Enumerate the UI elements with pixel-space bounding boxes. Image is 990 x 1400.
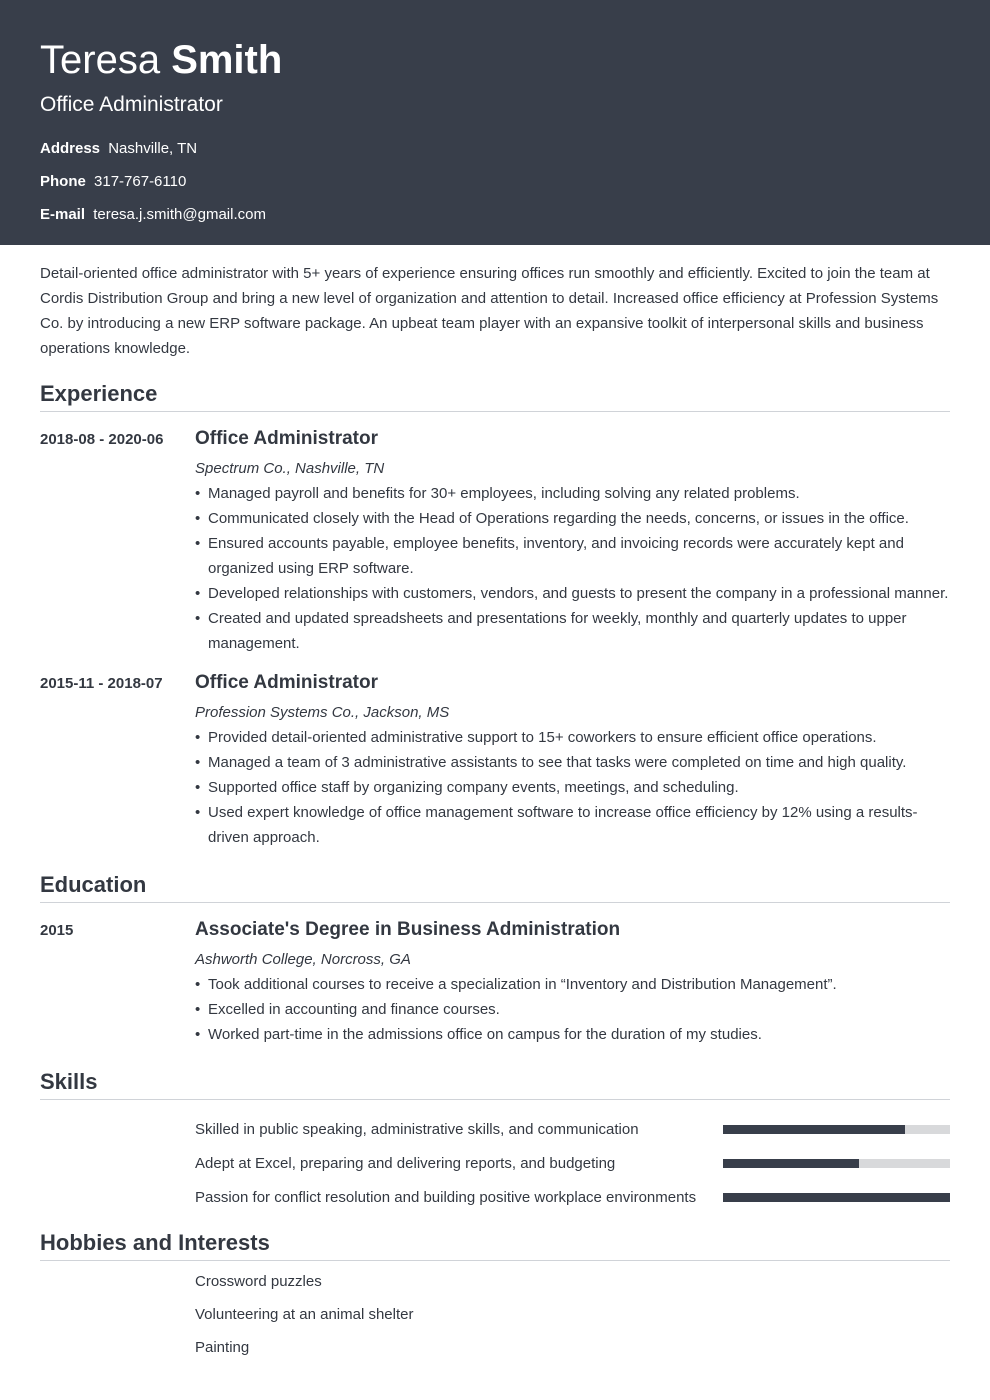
bullet-item: • Provided detail-oriented administrative support to 15+ coworkers to ensure efficient office operations. xyxy=(195,725,950,750)
hobbies-heading: Hobbies and Interests xyxy=(40,1230,950,1261)
entry-company: Spectrum Co., Nashville, TN xyxy=(195,460,385,477)
entry-bullets xyxy=(195,481,950,656)
bullet-item: • Ensured accounts payable, employee benefits, inventory, and invoicing records were accurately kept and organized using ERP software. xyxy=(195,531,950,581)
candidate-name xyxy=(40,36,950,84)
contact-label: E-mail xyxy=(40,206,86,223)
skills-list xyxy=(195,1112,950,1214)
contact-address xyxy=(40,140,950,158)
entry-date: 2015-11 - 2018-07 xyxy=(40,675,163,692)
last-name: Smith xyxy=(171,38,283,82)
bullet-item: • Communicated closely with the Head of Operations regarding the needs, concerns, or issues in the office. xyxy=(195,506,950,531)
entry-title: Associate's Degree in Business Administration xyxy=(195,919,621,940)
bullet-item: • Managed payroll and benefits for 30+ employees, including solving any related problems. xyxy=(195,481,950,506)
hobby-item: Painting xyxy=(195,1339,250,1356)
job-role: Office Administrator xyxy=(40,93,223,116)
education-heading: Education xyxy=(40,872,950,903)
contact-label: Address xyxy=(40,140,101,157)
resume-body xyxy=(0,261,990,1357)
skill-level-bar xyxy=(723,1193,950,1202)
experience-entry xyxy=(40,672,950,850)
skill-label: Skilled in public speaking, administrative skills, and communication xyxy=(195,1120,639,1138)
skill-row xyxy=(195,1146,950,1180)
hobby-item: Crossword puzzles xyxy=(195,1273,322,1290)
entry-date: 2015 xyxy=(40,922,74,939)
skill-level-fill xyxy=(723,1193,950,1202)
skill-row xyxy=(195,1180,950,1214)
first-name: Teresa xyxy=(40,38,161,82)
summary-paragraph: Detail-oriented office administrator with 5+ years of experience ensuring offices run smoothly and efficiently. Excited to join the team at Cordis Distribution Group and bring a new level of organization and attention to detail. Increased office efficiency at Profession Systems Co. by introducing a new ERP software package. An upbeat team player with an expansive toolkit of interpersonal skills and business operations knowledge. xyxy=(40,265,939,357)
skill-label: Passion for conflict resolution and building positive workplace environments xyxy=(195,1188,697,1206)
bullet-item: • Created and updated spreadsheets and presentations for weekly, monthly and quarterly updates to upper management. xyxy=(195,606,950,656)
entry-bullets xyxy=(195,972,950,1047)
contact-label: Phone xyxy=(40,173,86,190)
bullet-item: • Supported office staff by organizing company events, meetings, and scheduling. xyxy=(195,775,950,800)
contact-info xyxy=(40,140,950,224)
bullet-item: • Managed a team of 3 administrative assistants to see that tasks were completed on time and high quality. xyxy=(195,750,950,775)
contact-value: 317-767-6110 xyxy=(94,173,187,190)
entry-date: 2018-08 - 2020-06 xyxy=(40,431,164,448)
entry-company: Profession Systems Co., Jackson, MS xyxy=(195,704,450,721)
bullet-item: • Took additional courses to receive a specialization in “Inventory and Distribution Management”. xyxy=(195,972,950,997)
contact-phone xyxy=(40,173,950,191)
entry-body xyxy=(195,919,950,1047)
entry-bullets xyxy=(195,725,950,850)
education-entry xyxy=(40,919,950,1047)
skill-level-fill xyxy=(723,1125,905,1134)
entry-body xyxy=(195,428,950,656)
bullet-item: • Worked part-time in the admissions office on campus for the duration of my studies. xyxy=(195,1022,950,1047)
skills-heading: Skills xyxy=(40,1069,950,1100)
entry-title: Office Administrator xyxy=(195,672,378,693)
skill-level-bar xyxy=(723,1125,950,1134)
hobbies-list xyxy=(195,1273,950,1357)
entry-school: Ashworth College, Norcross, GA xyxy=(195,951,411,968)
hobby-item: Volunteering at an animal shelter xyxy=(195,1306,414,1323)
contact-value: Nashville, TN xyxy=(108,140,198,157)
experience-entry xyxy=(40,428,950,656)
skill-row xyxy=(195,1112,950,1146)
contact-email xyxy=(40,206,950,224)
bullet-item: • Used expert knowledge of office management software to increase office efficiency by 12% using a results-driven approach. xyxy=(195,800,950,850)
skill-level-bar xyxy=(723,1159,950,1168)
resume-header xyxy=(0,0,990,245)
entry-title: Office Administrator xyxy=(195,428,378,449)
bullet-item: • Excelled in accounting and finance courses. xyxy=(195,997,950,1022)
bullet-item: • Developed relationships with customers, vendors, and guests to present the company in a professional manner. xyxy=(195,581,950,606)
entry-body xyxy=(195,672,950,850)
contact-value: teresa.j.smith@gmail.com xyxy=(93,206,266,223)
skill-label: Adept at Excel, preparing and delivering reports, and budgeting xyxy=(195,1154,616,1172)
experience-heading: Experience xyxy=(40,381,950,412)
skill-level-fill xyxy=(723,1159,859,1168)
